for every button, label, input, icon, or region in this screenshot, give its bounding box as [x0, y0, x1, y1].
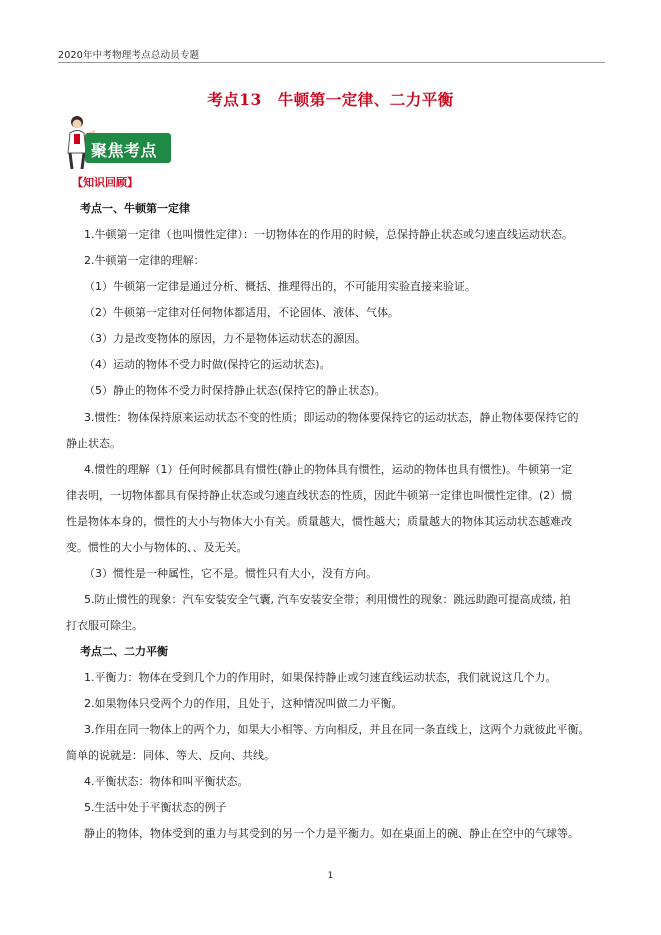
paragraph-line: （2）牛顿第一定律对任何物体都适用，不论固体、液体、气体。 [84, 306, 399, 319]
heading-topic-1: 考点一、牛顿第一定律 [80, 202, 190, 215]
paragraph-line: （4）运动的物体不受力时做(保持它的运动状态)。 [84, 358, 331, 371]
paragraph-line: 3.惯性：物体保持原来运动状态不变的性质；即运动的物体要保持它的运动状态，静止物体要保持它的 [84, 411, 579, 424]
page-header-text: 2020年中考物理考点总动员专题 [58, 50, 200, 61]
paragraph-line: （5）静止的物体不受力时保持静止状态(保持它的静止状态)。 [84, 384, 386, 397]
paragraph-continuation: 变。惯性的大小与物体的、、及无关。 [66, 541, 248, 554]
paragraph-line: 静止的物体，物体受到的重力与其受到的另一个力是平衡力。如在桌面上的碗、静止在空中的气球等。 [84, 827, 579, 840]
paragraph-line: 2.如果物体只受两个力的作用，且处于，这种情况叫做二力平衡。 [84, 697, 403, 710]
paragraph-line: （3）惯性是一种属性，它不是。惯性只有大小，没有方向。 [84, 567, 377, 580]
paragraph-continuation: 律表明，一切物体都具有保持静止状态或匀速直线状态的性质，因此牛顿第一定律也叫惯性定律。(2）惯 [66, 489, 573, 502]
badge-label: 聚焦考点 [91, 141, 158, 160]
paragraph-line: 1.平衡力：物体在受到几个力的作用时，如果保持静止或匀速直线运动状态，我们就说这几个力。 [84, 671, 557, 684]
paragraph-line: 4.平衡状态：物体和叫平衡状态。 [84, 775, 249, 788]
page-number: 1 [327, 871, 334, 881]
focus-badge [61, 113, 173, 173]
paragraph-continuation: 简单的说就是：同体、等大、反向、共线。 [66, 749, 275, 762]
paragraph-line: （1）牛顿第一定律是通过分析、概括、推理得出的，不可能用实验直接来验证。 [84, 280, 476, 293]
header-rule [58, 62, 605, 63]
section-label: 【知识回顾】 [72, 176, 138, 189]
page-title: 考点13 牛顿第一定律、二力平衡 [207, 90, 454, 109]
paragraph-line: 3.作用在同一物体上的两个力，如果大小相等、方向相反，并且在同一条直线上，这两个力就彼此平衡。 [84, 723, 590, 736]
paragraph-line: 5.防止惯性的现象：汽车安装安全气囊, 汽车安装安全带；利用惯性的现象：跳远助跑可提高成绩, 拍 [84, 593, 571, 606]
paragraph-line: 2.牛顿第一定律的理解： [84, 254, 205, 267]
paragraph-line: 1.牛顿第一定律（也叫惯性定律）：一切物体在的作用的时候，总保持静止状态或匀速直线运动状态。 [84, 228, 573, 241]
paragraph-continuation: 打衣服可除尘。 [66, 619, 143, 632]
heading-topic-2: 考点二、二力平衡 [80, 645, 168, 658]
paragraph-continuation: 性是物体本身的，惯性的大小与物体大小有关。质量越大，惯性越大；质量越大的物体其运动状态越难改 [66, 515, 572, 528]
paragraph-line: （3）力是改变物体的原因，力不是物体运动状态的源因。 [84, 332, 366, 345]
paragraph-line: 5.生活中处于平衡状态的例子 [84, 801, 227, 814]
paragraph-line: 4.惯性的理解（1）任何时候都具有惯性(静止的物体具有惯性，运动的物体也具有惯性)。牛顿第一定 [84, 463, 573, 476]
paragraph-continuation: 静止状态。 [66, 437, 121, 450]
